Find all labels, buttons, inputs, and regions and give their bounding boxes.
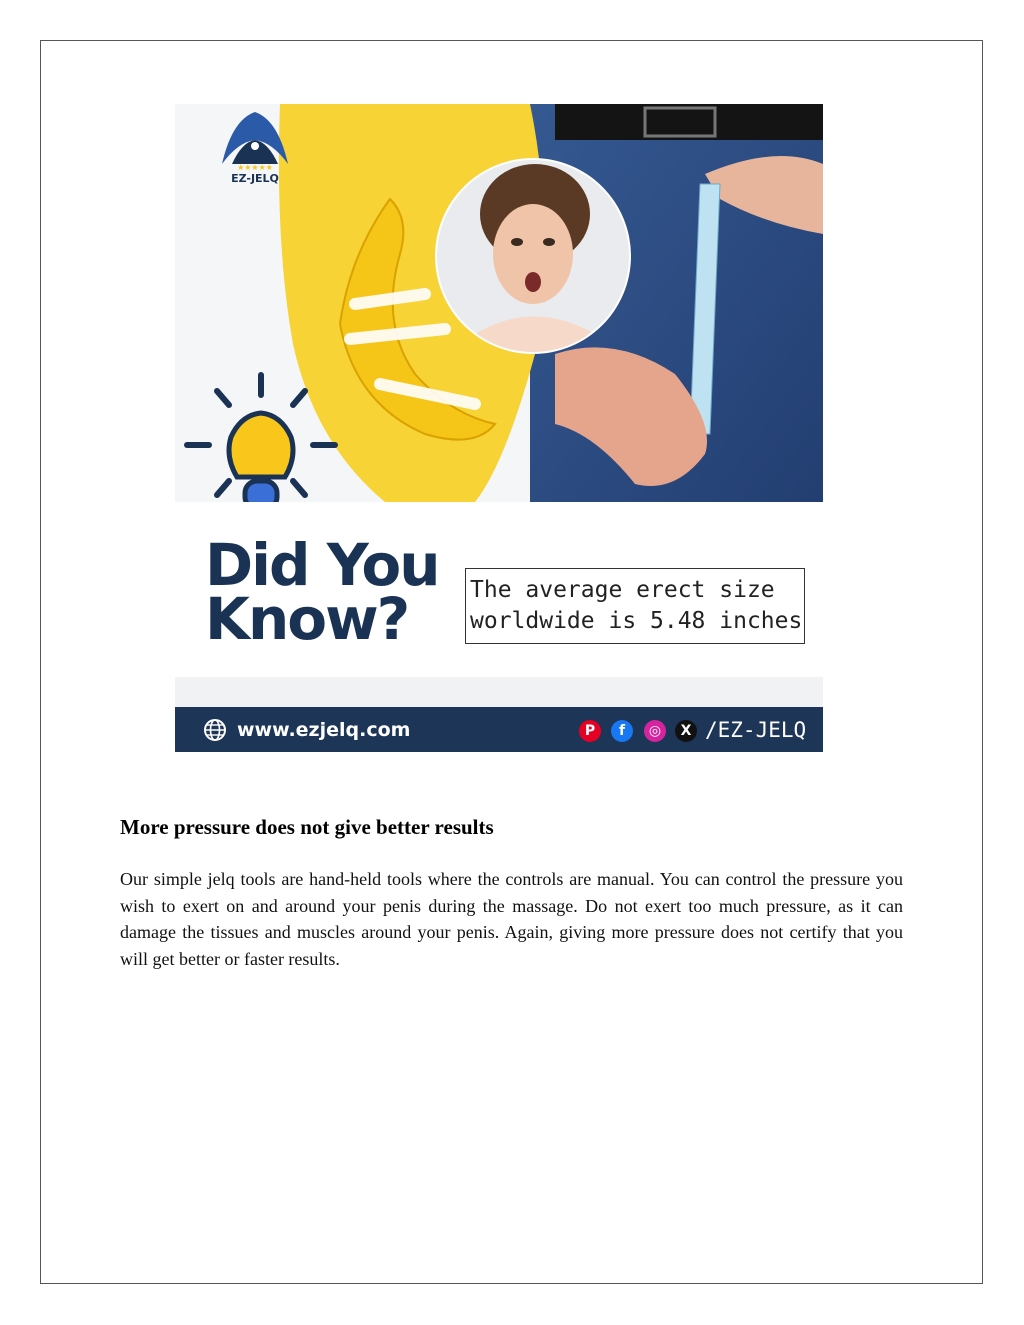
pinterest-icon: P [579,720,601,742]
banner-illustration [175,104,823,752]
banner-headline [205,531,439,653]
website-url: www.ezjelq.com [237,719,411,741]
fact-box [465,568,805,644]
banner-footer-bar [175,707,823,752]
svg-text:★★★★★: ★★★★★ [237,163,273,172]
globe-icon [203,718,227,742]
x-icon: X [675,720,697,742]
fact-line-1: The average erect size [470,577,775,603]
svg-text:EZ-JELQ: EZ-JELQ [231,172,279,185]
instagram-icon: ◎ [644,720,666,742]
headline-line-1: Did You [205,531,439,599]
section-heading: More pressure does not give better results [120,815,494,839]
facebook-icon: f [611,720,633,742]
headline-line-2: Know? [205,585,409,653]
section-body-paragraph: Our simple jelq tools are hand-held tools where the controls are manual. You can control the pressure you wish to exert on and around your penis during the massage. Do not exert too much pressure, as it can damage the tissues and muscles around your penis. Again, giving more pressure does not certify that you will get better or faster results. [120,869,903,969]
promo-banner-image [175,104,823,752]
fact-line-2: worldwide is 5.48 inches [470,608,803,634]
social-handle: /EZ-JELQ [705,718,807,742]
